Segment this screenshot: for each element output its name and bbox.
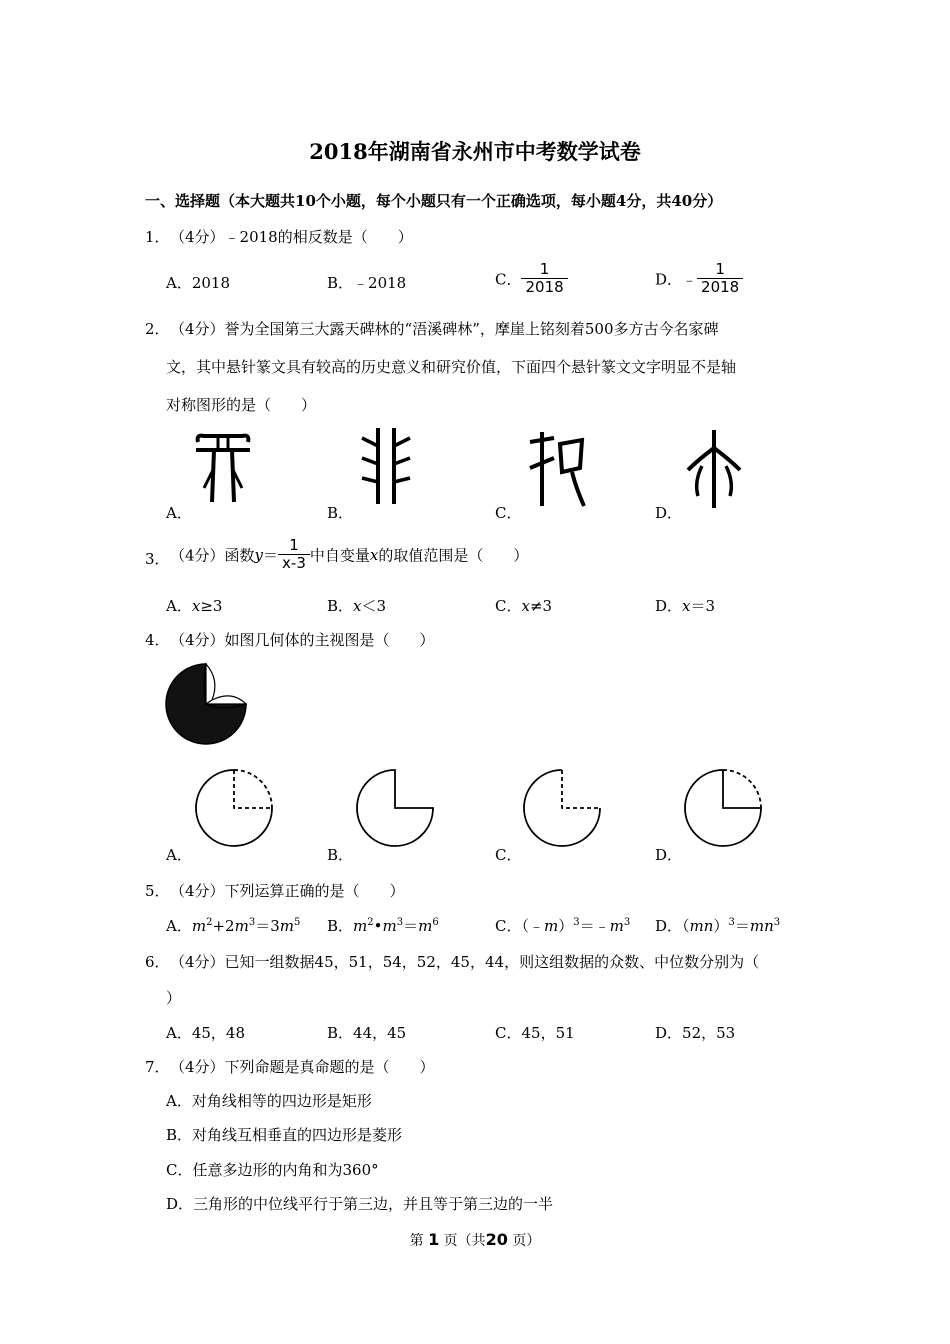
fraction-numerator: 1 [289, 536, 299, 554]
q6-option-a: A．45，48 [166, 1024, 246, 1042]
page-title: 2018年湖南省永州市中考数学试卷 [309, 139, 641, 164]
question-1-stem: （4分）﹣2018的相反数是（ ） [170, 228, 413, 246]
q3-option-b: B．x＜3 [327, 597, 387, 615]
q7-option-d: D．三角形的中位线平行于第三边，并且等于第三边的一半 [166, 1195, 554, 1213]
q4-option-b: B． [327, 846, 354, 864]
page-number: 1 [428, 1230, 440, 1249]
q6-option-d: D．52，53 [655, 1024, 736, 1042]
question-6-number: 6． [145, 953, 170, 971]
question-2-line2: 文，其中悬针篆文具有较高的历史意义和研究价值，下面四个悬针篆文文字明显不是轴 [166, 358, 737, 376]
view-option-b [353, 766, 437, 850]
question-1-number: 1． [145, 228, 170, 246]
seal-glyph-a [192, 428, 254, 508]
q7-option-a: A．对角线相等的四边形是矩形 [166, 1092, 372, 1110]
question-5-number: 5． [145, 882, 170, 900]
question-2-number: 2． [145, 320, 170, 338]
fraction-numerator: 1 [715, 260, 725, 278]
q1-option-c-fraction [521, 262, 567, 296]
q5-option-c: C．$(﹣m)^3=﹣m^3$ [495, 917, 631, 935]
q3-equals: ＝ [263, 546, 279, 565]
question-7-number: 7． [145, 1058, 170, 1076]
question-6-line1: （4分）已知一组数据45，51，54，52，45，44，则这组数据的众数、中位数分别为（ [170, 953, 760, 971]
question-7-stem: （4分）下列命题是真命题的是（ ） [170, 1058, 435, 1076]
q4-option-c: C． [495, 846, 522, 864]
q6-option-b: B．44，45 [327, 1024, 407, 1042]
q3-fraction [278, 538, 310, 572]
q2-option-b: B． [327, 504, 354, 522]
q1-option-c-label: C． [495, 270, 522, 289]
q1-option-b: B．﹣2018 [327, 274, 407, 292]
q3-option-a: A．x≥3 [166, 597, 223, 615]
q1-option-d [655, 262, 743, 296]
question-3-stem [170, 538, 528, 572]
fraction-denominator: 2018 [697, 278, 743, 296]
seal-glyph-b [358, 424, 414, 508]
fraction-denominator: 2018 [521, 278, 567, 296]
view-option-a [192, 766, 276, 850]
fraction-numerator: 1 [539, 260, 550, 278]
fraction-denominator: x-3 [278, 554, 310, 572]
q7-option-b: B．对角线互相垂直的四边形是菱形 [166, 1126, 403, 1144]
page-total: 20 [485, 1230, 508, 1249]
question-2-line1: （4分）誉为全国第三大露天碑林的“浯溪碑林”，摩崖上铭刻着500多方古今名家碑 [170, 320, 719, 338]
q3-option-d: D．x＝3 [655, 597, 716, 615]
question-2-line3: 对称图形的是（ ） [166, 396, 317, 414]
question-4-stem: （4分）如图几何体的主视图是（ ） [170, 631, 435, 649]
q3-var-y: y [254, 545, 264, 564]
question-5-stem: （4分）下列运算正确的是（ ） [170, 882, 405, 900]
q3-mid: 中自变量 [309, 546, 370, 565]
q1-option-c [495, 262, 568, 296]
q2-option-a: A． [166, 504, 192, 522]
q2-option-c: C． [495, 504, 522, 522]
q3-var-x: x [369, 545, 379, 564]
q5-option-a: A．$m^2+2m^3=3m^5$ [166, 917, 301, 935]
q3-option-c: C．x≠3 [495, 597, 553, 615]
seal-glyph-d [684, 426, 744, 510]
question-6-line2: ） [166, 989, 182, 1007]
q1-option-a: A．2018 [166, 274, 231, 292]
q5-option-b: B．$m^2•m^3=m^6$ [327, 917, 439, 935]
q5-option-d: D．$(mn)^3=mn^3$ [655, 917, 781, 935]
q7-option-c: C．任意多边形的内角和为360° [166, 1161, 379, 1179]
q3-pre: （4分）函数 [170, 546, 255, 565]
section-heading: 一、选择题（本大题共10个小题，每个小题只有一个正确选项，每小题4分，共40分） [145, 192, 723, 210]
q1-option-d-sign: ﹣ [682, 270, 698, 289]
q3-post: 的取值范围是（ ） [378, 546, 529, 565]
seal-glyph-c [526, 428, 588, 510]
q2-option-d: D． [655, 504, 683, 522]
view-option-c [520, 766, 604, 850]
solid-figure [162, 660, 252, 746]
page-footer: 第 1 页（共20 页） [409, 1230, 541, 1249]
question-3-number: 3． [145, 550, 170, 568]
q6-option-c: C．45，51 [495, 1024, 575, 1042]
view-option-d [681, 766, 765, 850]
q4-option-a: A． [166, 846, 192, 864]
question-4-number: 4． [145, 631, 170, 649]
q1-option-d-fraction [697, 262, 743, 296]
q1-option-d-label: D． [655, 270, 683, 289]
q4-option-d: D． [655, 846, 683, 864]
